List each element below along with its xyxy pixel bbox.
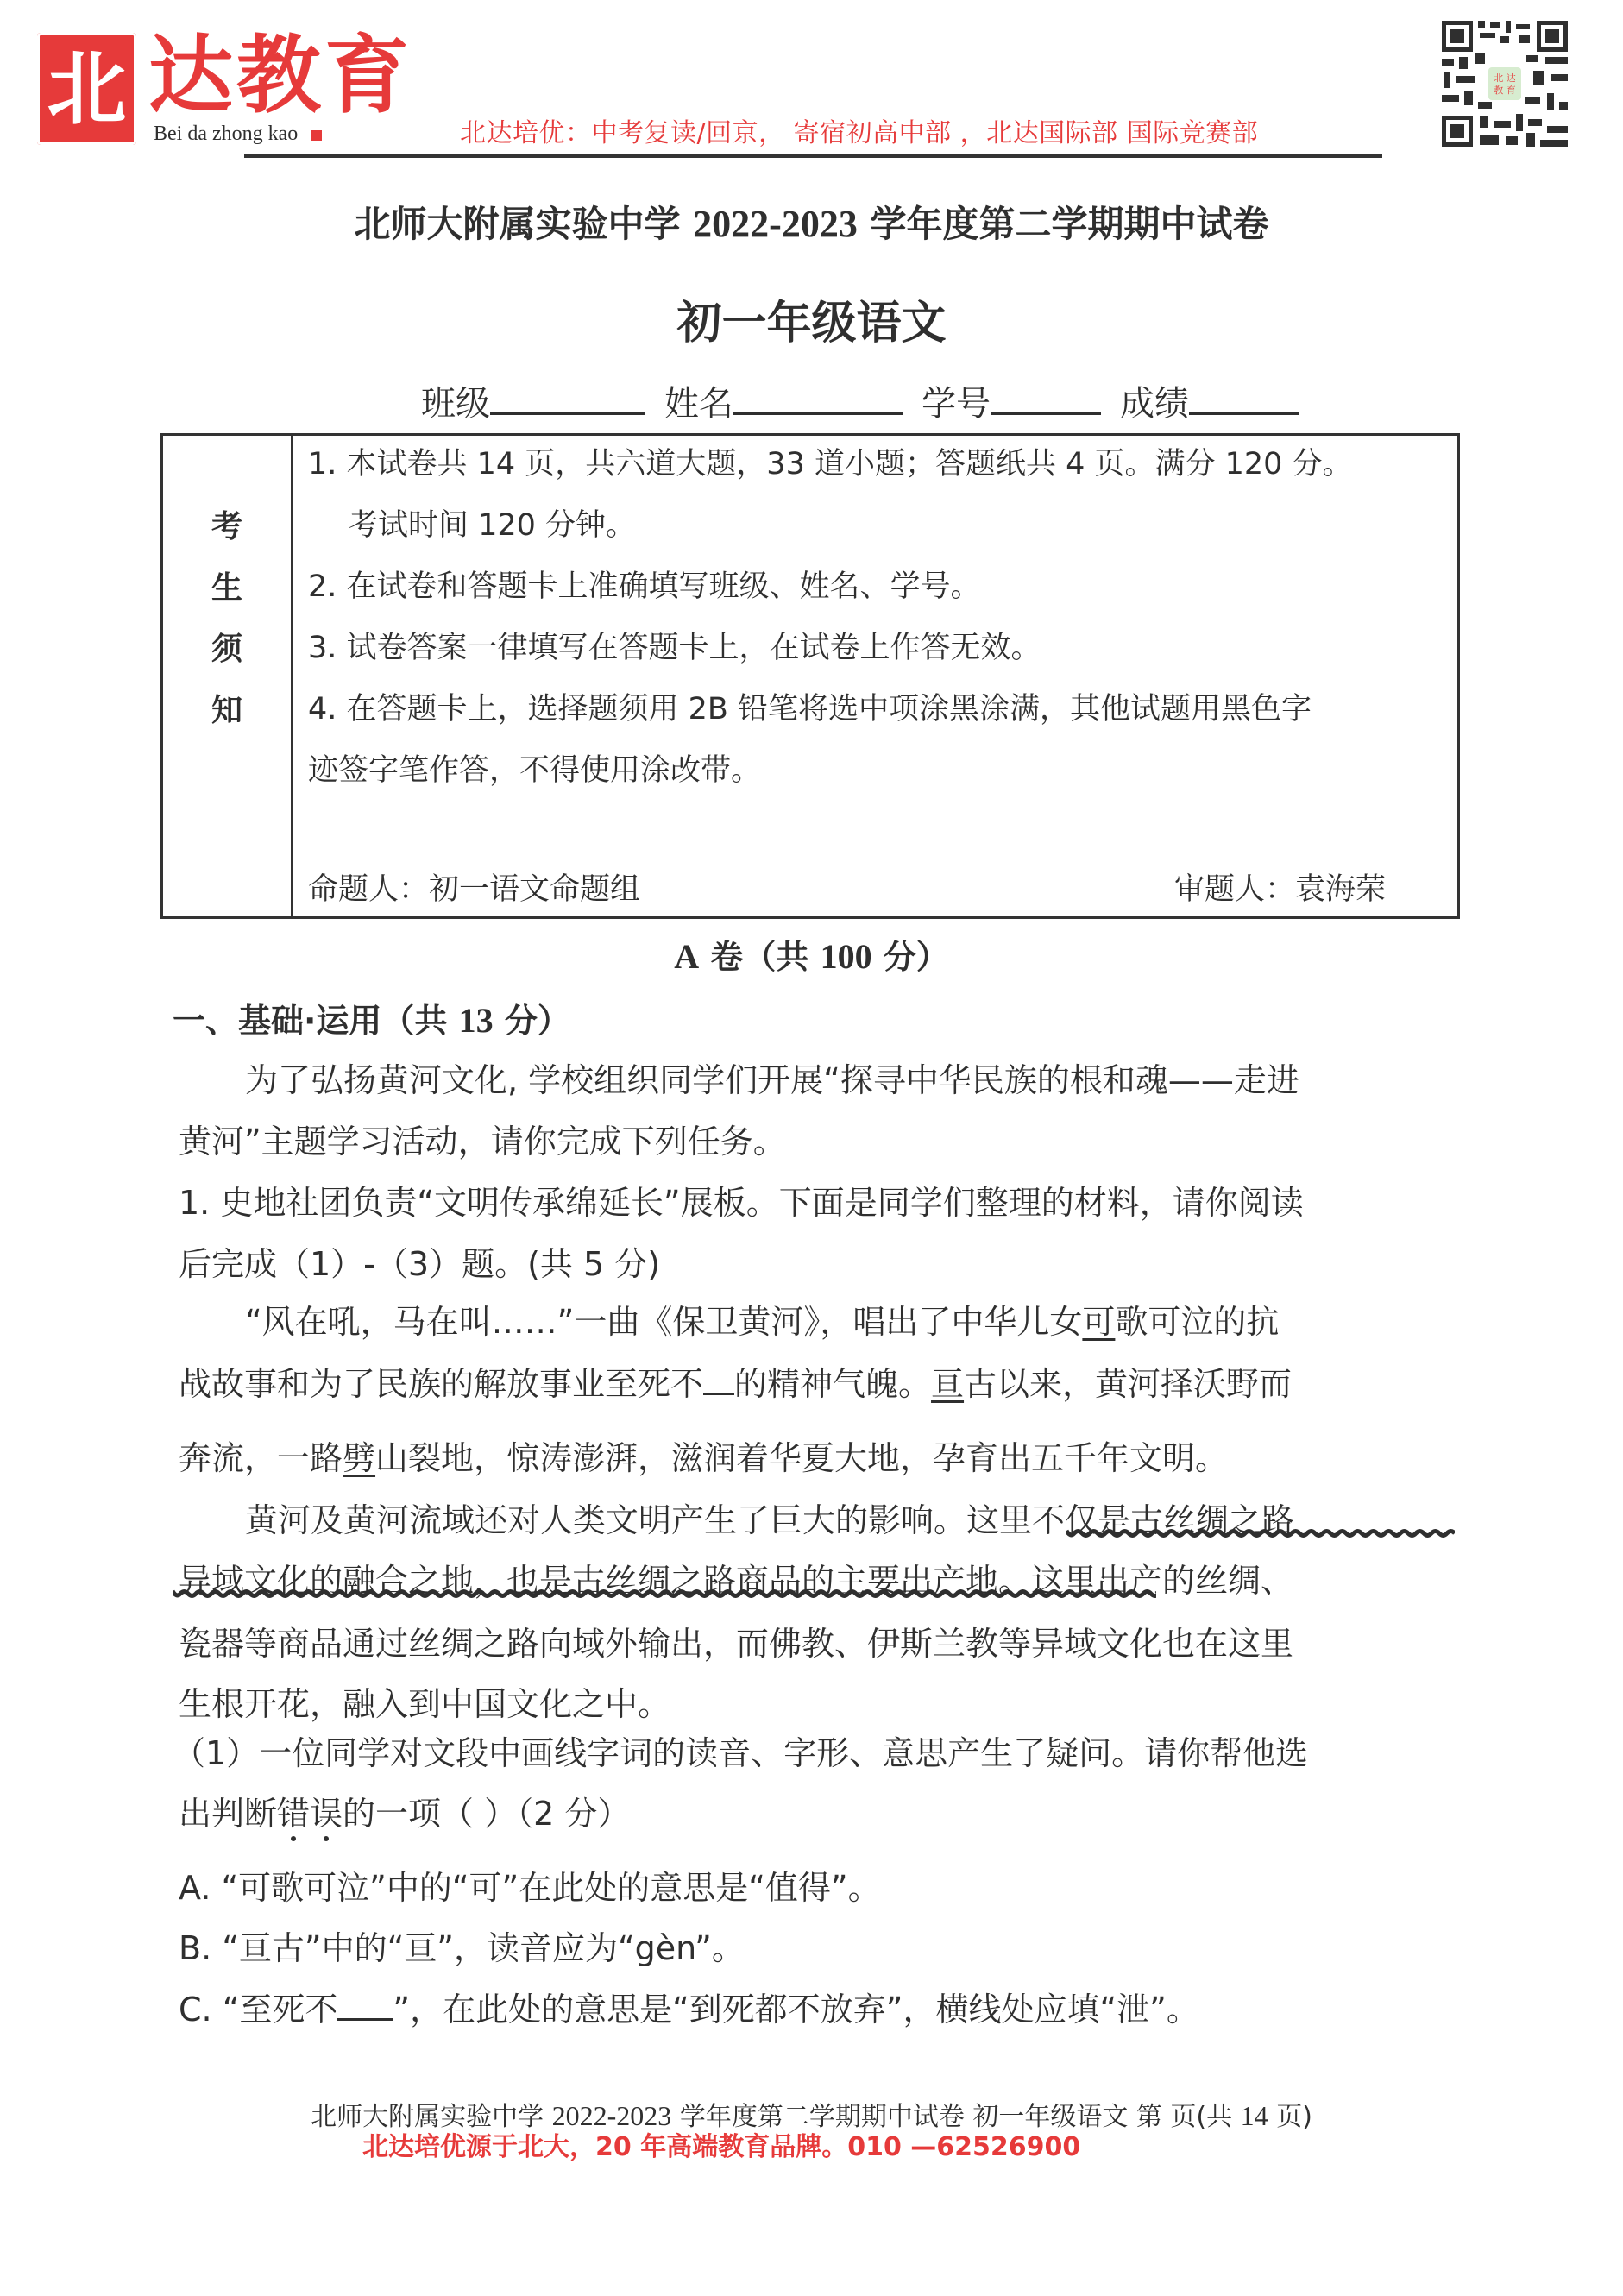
wavy-underlined-text: 这里不仅是古丝绸之路 — [966, 1501, 1295, 1539]
option-a: A. “可歌可泣”中的“可”在此处的意思是“值得”。 — [179, 1869, 881, 1907]
footer-year: 2022-2023 — [551, 2100, 672, 2131]
footer-total-pages: 14 — [1240, 2100, 1268, 2131]
notice-label-char: 知 — [211, 693, 242, 728]
intro-line: 为了弘扬黄河文化, 学校组织同学们开展“探寻中华民族的根和魂——走进 — [245, 1061, 1299, 1099]
fill-blank — [337, 1989, 393, 2021]
passage-1-line — [245, 1302, 1279, 1342]
passage-text: 黄河及黄河流域还对人类文明产生了巨大的影响。 — [245, 1501, 967, 1539]
exam-title-school: 北师大附属实验中学 — [354, 203, 694, 245]
fill-blank — [703, 1363, 734, 1395]
logo-seal-char: 北 — [47, 42, 127, 135]
footer-brand-slogan: 北达培优源于北大，20 年高端教育品牌。010 —62526900 — [362, 2132, 1081, 2162]
notice-item-4: 4. 在答题卡上，选择题须用 2B 铅笔将选中项涂黑涂满，其他试题用黑色字 — [308, 692, 1312, 727]
wavy-underline — [173, 1588, 1156, 1600]
option-b: B. “亘古”中的“亘”，读音应为“gèn”。 — [179, 1929, 745, 1967]
passage-text: 山裂地，惊涛澎湃，滋润着华夏大地，孕育出五千年文明。 — [375, 1439, 1229, 1477]
passage-2-line: 瓷器等商品通过丝绸之路向域外输出，而佛教、伊斯兰教等异域文化也在这里 — [179, 1625, 1294, 1663]
notice-label-char: 须 — [211, 632, 242, 667]
underlined-char: 劈 — [343, 1439, 376, 1477]
passage-2-line: 生根开花，融入到中国文化之中。 — [179, 1685, 671, 1723]
section-1-text: 一、基础·运用（共 — [173, 1002, 459, 1040]
subquestion-1-line — [179, 1794, 630, 1834]
notice-reviewer: 审题人：袁海荣 — [1174, 872, 1387, 907]
underlined-char: 亘 — [931, 1365, 965, 1403]
emphasis-dot-char: 误 — [310, 1795, 343, 1833]
section-a-points: 100 — [820, 937, 872, 976]
option-text: ”，在此处的意思是“到死都不放弃”，横线处应填“泄”。 — [393, 1991, 1199, 2029]
score-field[interactable] — [1189, 378, 1299, 415]
footer-school: 北师大附属实验中学 — [311, 2102, 552, 2132]
name-field[interactable] — [733, 378, 903, 415]
emphasis-dot-char: 错 — [277, 1795, 311, 1833]
intro-line: 黄河”主题学习活动，请你完成下列任务。 — [179, 1123, 786, 1161]
passage-1-line — [179, 1438, 1228, 1478]
name-label: 姓名 — [664, 384, 733, 424]
student-id-label: 学号 — [922, 384, 991, 424]
section-1-points: 13 — [458, 1001, 494, 1040]
option-text: C. “至死不 — [179, 1991, 338, 2029]
svg-text:教 育: 教 育 — [1494, 85, 1516, 96]
footer-text: 学年度第二学期期中试卷 初一年级语文 第 页(共 — [671, 2102, 1241, 2132]
header-divider — [244, 154, 1382, 158]
header-slogan: 北达培优：中考复读/回京， 寄宿初高中部 ，北达国际部 国际竞赛部 — [460, 118, 1259, 148]
logo-subtitle: Bei da zhong kao — [154, 123, 299, 145]
exam-title — [0, 200, 1623, 248]
passage-1-line — [179, 1363, 1292, 1404]
notice-item-1-cont: 考试时间 120 分钟。 — [348, 508, 637, 543]
notice-item-1: 1. 本试卷共 14 页，共六道大题，33 道小题；答题纸共 4 页。满分 120 分。 — [308, 447, 1353, 481]
exam-notice-box — [160, 433, 1460, 919]
notice-item-4-cont: 迹签字笔作答，不得使用涂改带。 — [308, 753, 762, 788]
passage-text: 古以来，黄河择沃野而 — [964, 1365, 1293, 1403]
qr-code-icon — [1440, 19, 1570, 148]
student-id-field[interactable] — [991, 378, 1101, 415]
wavy-underlined-text: 异域文化的融合之地，也是古丝绸之路商品的主要出产地。 — [179, 1562, 1032, 1600]
subquestion-text: 出判断 — [179, 1795, 278, 1833]
page-footer — [0, 2098, 1623, 2135]
notice-label-char: 考 — [211, 509, 242, 544]
notice-item-2: 2. 在试卷和答题卡上准确填写班级、姓名、学号。 — [308, 569, 981, 604]
logo-seal — [37, 33, 136, 145]
exam-title-year: 2022-2023 — [693, 203, 858, 245]
passage-text: 这里出产的丝绸、 — [1031, 1562, 1294, 1600]
footer-text-end: 页) — [1268, 2102, 1312, 2132]
class-field[interactable] — [490, 378, 645, 415]
question-1-line: 1. 史地社团负责“文明传承绵延长”展板。下面是同学们整理的材料，请你阅读 — [179, 1184, 1304, 1222]
notice-author: 命题人：初一语文命题组 — [308, 872, 641, 907]
notice-item-3: 3. 试卷答案一律填写在答题卡上，在试卷上作答无效。 — [308, 631, 1041, 665]
passage-text: 的精神气魄。 — [734, 1365, 932, 1403]
passage-text: “风在吼，马在叫……”一曲《保卫黄河》，唱出了中华儿女 — [245, 1303, 1083, 1341]
exam-subject: 初一年级语文 — [676, 298, 947, 349]
option-c — [179, 1989, 1199, 2029]
notice-label-char: 生 — [211, 570, 242, 606]
logo-text: 达教育 — [148, 26, 413, 125]
exam-title-term: 学年度第二学期期中试卷 — [857, 203, 1269, 245]
passage-text: 奔流，一路 — [179, 1439, 343, 1477]
subquestion-1-line: （1）一位同学对文段中画线字词的读音、字形、意思产生了疑问。请你帮他选 — [173, 1734, 1309, 1772]
passage-text: 战故事和为了民族的解放事业至死不 — [179, 1365, 704, 1403]
question-1-line: 后完成（1）-（3）题。(共 5 分) — [179, 1245, 661, 1283]
section-a-letter: A — [674, 937, 700, 976]
student-info-row — [421, 378, 1318, 428]
section-1-text-end: 分） — [493, 1002, 570, 1040]
wavy-underline — [1066, 1527, 1455, 1539]
passage-text: 歌可泣的抗 — [1115, 1303, 1280, 1341]
underlined-char: 可 — [1082, 1303, 1116, 1341]
section-a-text-end: 分） — [871, 938, 949, 976]
notice-divider — [291, 436, 293, 916]
subquestion-text: 的一项（ ）（2 分） — [343, 1795, 631, 1833]
class-label: 班级 — [421, 384, 490, 424]
logo-square-mark — [311, 130, 322, 141]
section-a-text: 卷（共 — [699, 938, 821, 976]
score-label: 成绩 — [1120, 384, 1189, 424]
section-a-heading — [0, 937, 1623, 977]
section-1-heading — [173, 1001, 570, 1041]
qr-center-label: 北 达 — [1494, 72, 1516, 84]
